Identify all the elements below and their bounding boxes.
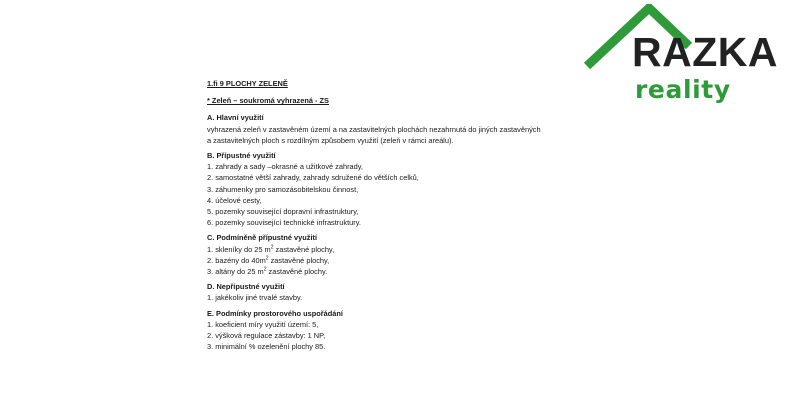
section-heading: C. Podmíněně přípustné využití (207, 233, 318, 243)
line-text-rest: zastavěné plochy, (268, 255, 330, 265)
section-line: 3. záhumenky pro samozásobitelskou činnost, (207, 184, 359, 194)
logo-tagline-text: reality (635, 75, 731, 104)
section-a (207, 112, 587, 146)
line-text: 1. skleníky do 25 m (207, 244, 271, 254)
section-line: 1. zahrady a sady –okrasné a užitkové zahrady, (207, 162, 363, 172)
regulation-document (207, 78, 587, 356)
line-text: 2. bazény do 40m (207, 255, 266, 265)
section-line (207, 255, 587, 266)
line-text-rest: zastavěné plochy. (266, 267, 328, 277)
section-line: 2. výšková regulace zástavby: 1 NP, (207, 331, 326, 341)
section-line: a zastavitelných ploch s rozdílným způsobem využití (zeleň v rámci areálu). (207, 135, 454, 145)
razka-reality-logo[interactable] (583, 4, 798, 109)
line-text-rest: zastavěné plochy, (273, 244, 335, 254)
section-line: vyhrazená zeleň v zastavěném území a na zastavitelných plochách nezahrnutá do jiných zastavěných (207, 124, 541, 134)
line-text: 3. altány do 25 m (207, 267, 264, 277)
section-heading: A. Hlavní využití (207, 113, 264, 123)
section-d (207, 281, 587, 303)
section-line (207, 244, 587, 255)
section-line: 2. samostatné větší zahrady, zahrady sdružené do větších celků, (207, 173, 419, 183)
section-e (207, 308, 587, 353)
section-line: 1. jakékoliv jiné trvalé stavby. (207, 293, 303, 303)
section-line: 6. pozemky související technické infrastruktury. (207, 218, 361, 228)
section-b (207, 150, 587, 228)
document-title: 1.fi 9 PLOCHY ZELENĚ (207, 79, 288, 88)
section-line: 1. koeficient míry využití území: 5, (207, 319, 319, 329)
section-heading: E. Podmínky prostorového uspořádání (207, 308, 343, 318)
superscript: 2 (265, 255, 269, 262)
zone-heading: * Zeleň – soukromá vyhrazená - ZS (207, 96, 329, 106)
section-line: 4. účelové cesty, (207, 195, 262, 205)
section-heading: B. Přípustné využití (207, 151, 276, 161)
section-heading: D. Nepřípustné využití (207, 282, 285, 292)
section-line: 5. pozemky související dopravní infrastruktury, (207, 207, 359, 217)
section-line: 3. minimální % ozelenění plochy 85. (207, 342, 326, 352)
superscript: 2 (270, 244, 274, 251)
logo-brand-text: RAZKA (632, 29, 778, 75)
section-c (207, 232, 587, 277)
section-line (207, 266, 587, 277)
superscript: 2 (263, 266, 267, 273)
